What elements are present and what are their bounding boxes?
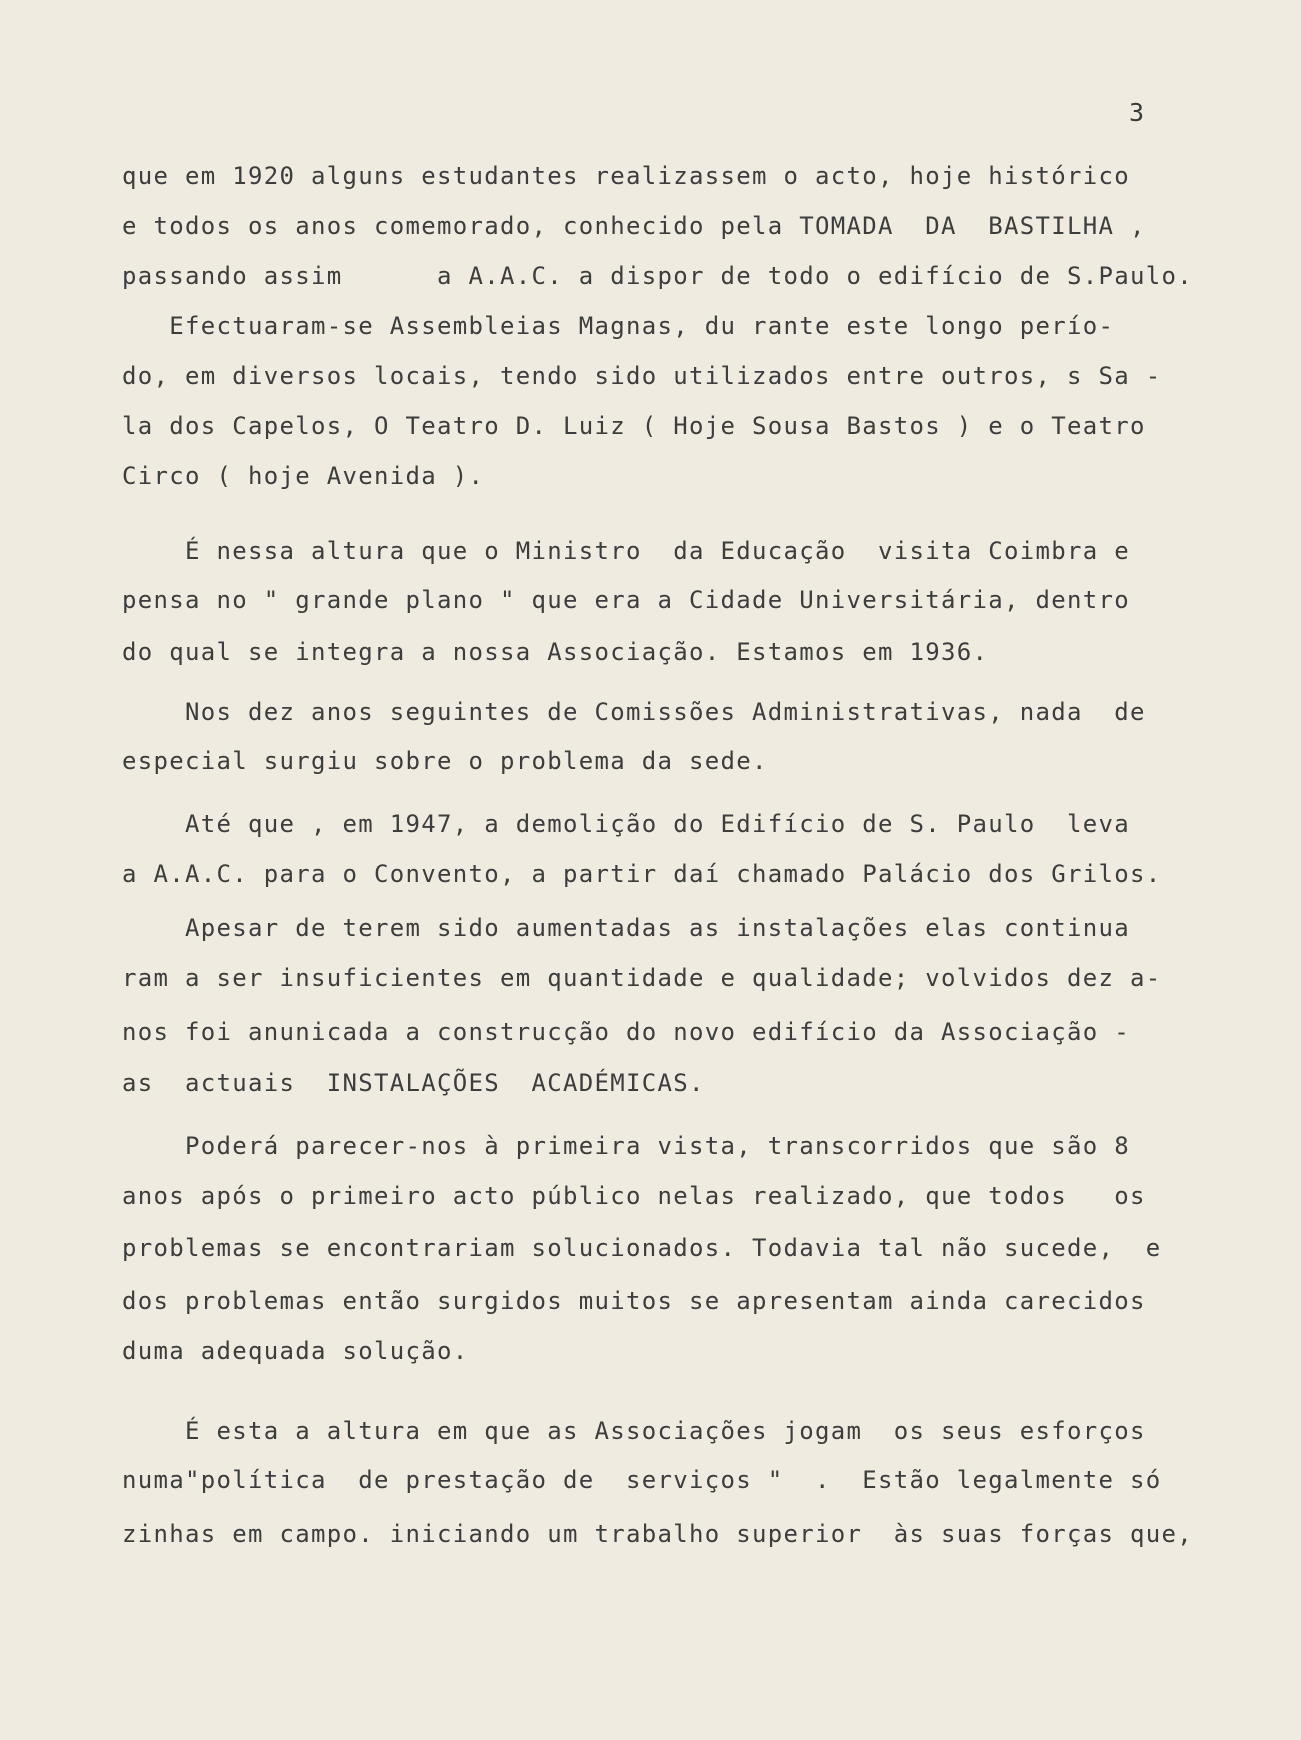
text-line: dos problemas então surgidos muitos se apresentam ainda carecidos	[122, 1287, 1146, 1315]
text-line: É esta a altura em que as Associações jogam os seus esforços	[122, 1417, 1146, 1445]
text-line: do qual se integra a nossa Associação. Estamos em 1936.	[122, 638, 989, 666]
text-line: problemas se encontrariam solucionados. Todavia tal não sucede, e	[122, 1234, 1162, 1262]
text-line: Até que , em 1947, a demolição do Edifício de S. Paulo leva	[122, 810, 1130, 838]
text-line: a A.A.C. para o Convento, a partir daí chamado Palácio dos Grilos.	[122, 860, 1162, 888]
text-line: especial surgiu sobre o problema da sede.	[122, 747, 768, 775]
text-line: Poderá parecer-nos à primeira vista, transcorridos que são 8	[122, 1132, 1130, 1160]
text-line: nos foi anunicada a construcção do novo edifício da Associação -	[122, 1018, 1130, 1046]
page-number: 3	[1129, 98, 1145, 127]
text-line: ram a ser insuficientes em quantidade e qualidade; volvidos dez a-	[122, 964, 1162, 992]
text-line: passando assim a A.A.C. a dispor de todo o edifício de S.Paulo.	[122, 262, 1193, 290]
text-line: Efectuaram-se Assembleias Magnas, du rante este longo perío-	[122, 312, 1115, 340]
text-line: Apesar de terem sido aumentadas as instalações elas continua	[122, 914, 1130, 942]
text-line: É nessa altura que o Ministro da Educação visita Coimbra e	[122, 537, 1130, 565]
text-line: do, em diversos locais, tendo sido utilizados entre outros, s Sa -	[122, 362, 1162, 390]
text-line: e todos os anos comemorado, conhecido pela TOMADA DA BASTILHA ,	[122, 212, 1146, 240]
text-line: duma adequada solução.	[122, 1337, 469, 1365]
text-line: anos após o primeiro acto público nelas realizado, que todos os	[122, 1182, 1146, 1210]
text-line: Circo ( hoje Avenida ).	[122, 462, 485, 490]
text-line: que em 1920 alguns estudantes realizassem o acto, hoje histórico	[122, 162, 1130, 190]
text-line: numa"política de prestação de serviços " . Estão legalmente só	[122, 1466, 1162, 1494]
text-line: as actuais INSTALAÇÕES ACADÉMICAS.	[122, 1069, 705, 1097]
text-line: Nos dez anos seguintes de Comissões Administrativas, nada de	[122, 698, 1146, 726]
text-line: pensa no " grande plano " que era a Cidade Universitária, dentro	[122, 586, 1130, 614]
text-line: la dos Capelos, O Teatro D. Luiz ( Hoje Sousa Bastos ) e o Teatro	[122, 412, 1146, 440]
text-line: zinhas em campo. iniciando um trabalho superior às suas forças que,	[122, 1520, 1193, 1548]
